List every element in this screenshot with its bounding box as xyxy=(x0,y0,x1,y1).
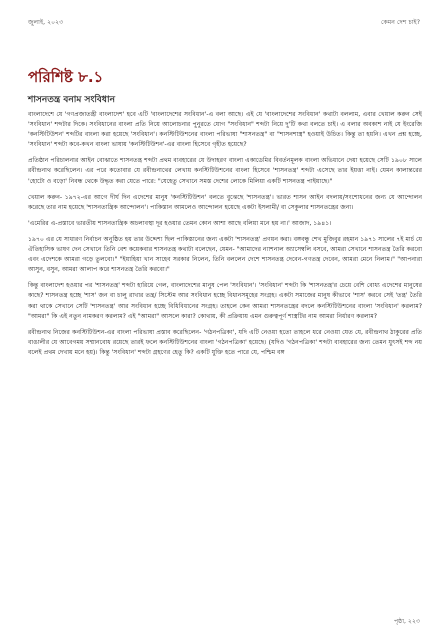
paragraph: প্রতিষ্ঠান পরিচালনার আইন বোঝাতে শাসনতন্ত্র শব্দটা প্রথম ব্যবহারের যে উদাহরণ বাংলা একাডেমির বিবর্তনমূলক বাংলা অভিধানে দেয়া হয়েছে সেটি ১৯০৮ সালে রবীন্দ্রনাথ করেছিলেন। এর পরে কতোবার যে রবীন্দ্রনাথের লেখায় কনস্টিটিউশনের বাংলা হিসেবে 'শাসনতন্ত্র' শব্দটা এসেছে তার ইয়ত্তা নাই। যেমন কালান্তরের 'হোটো ও বড়ো' নিবন্ধ থেকে উদ্ধৃত করা যেতে পারে: "যেহেতু সেখানে সমস্ত দেশের লোকে মিলিয়া একটি শাসনতন্ত্র পাইয়াছে।" xyxy=(28,157,422,185)
header-book-title: কেমন দেশ চাই? xyxy=(381,19,420,26)
paragraph: রবীন্দ্রনাথ নিজের কনস্টিটিউশন-এর বাংলা পরিভাষা প্রস্তাব করেছিলেন- 'গঠনপত্রিকা', যদি এটি নেওয়া হতো তাহলে ধরে নেওয়া যেত যে, রবীন্দ্রনাথ ঠাকুরের প্রতি বাঙালীর যে আবেগময় সম্মানবোধ রয়েছে তারই ফলে কনস্টিটিউশনের বাংলা 'গঠনপত্রিকা' হয়েছে। (যদিও 'গঠনপত্রিকা' শব্দটা ব্যবহারের জন্য তেমন যুৎসই শব্দ নয় বলেই প্রথম দেখায় মনে হয়)। কিন্তু 'সংবিধান' শব্দটা গ্রহণের হেতু কি? একটি যুক্তি হতে পারে যে, পশ্চিম বঙ্গ xyxy=(28,328,422,356)
quote-paragraph: 'এমেরির এ-প্রস্তাবে ভারতীয় শাসনতান্ত্রিক অচলাবস্থা দূর হওয়ার তেমন কোন আশা আছে বলিয়া মনে হয় না।' আজাদ, ১৯৪১। xyxy=(28,219,332,227)
section-title: শাসনতন্ত্র বনাম সংবিধান xyxy=(28,95,115,105)
paragraph: বাংলাদেশে যে 'গণপ্রজাতন্ত্রী বাংলাদেশ' হবে এটি 'বাংলাদেশের সংবিধান'-এ বলা আছে। এই যে 'বাংলাদেশের সংবিধান' কথাটা বললাম, এবার খেয়াল করুন সেই 'সংবিধান' শব্দটার দিকে। সংবিধানের বাংলা প্রতি নিয়ে আলোচনার পুনুরতে যোগ "সংবিধান" শব্দটা নিয়ে দু'টি কথা বলতে চাই। এ বলার অবকাশ নাই যে ইংরেজি 'কনস্টিটিউশন' শব্দটির বাংলা করা হয়েছে 'সংবিধান'। কনস্টিটিউশনের বাংলা পরিভাষা "শাসনতন্ত্র" বা "শাসনশাস্ত্র" হওয়াই উচিত। কিন্তু তা হয়নি। এখন প্রশ্ন হচ্ছে, 'সংবিধান' শব্দটা কবে-কখন বাংলা ভাষায় 'কনস্টিটিউশন'-এর বাংলা হিসেবে গৃহীত হয়েছে? xyxy=(28,111,422,149)
header-date: জুলাই, ২০২৩ xyxy=(28,19,64,26)
paragraph: ১৯৭০ এর যে সাধারণ নির্বাচন অনুষ্ঠিত হয় তার উদ্দেশ্য ছিল পাকিস্তানের জন্য একটা 'শাসনতন্ত্র' প্রণয়ন করা। বঙ্গবন্ধু শেখ মুজিবুর রহমান ১৯৭১ সালের ৭ই মার্চ যে ঐতিহাসিক ভাষণ দেন সেখানে তিনি বেশ কয়েকবার শাসনতন্ত্র কথাটা বলেছেন, যেমন- "আমাদের ন্যাশনাল অ্যাসেম্বলি বসবে, আমরা সেখানে শাসনতন্ত্র তৈরি করবো এবং এদেশকে আমরা গড়ে তুলবো।" "ইয়াহিয়া খান সাহেব সরকার নিলেন, তিনি বললেন দেশে শাসনতন্ত্র দেবেন-গণতন্ত্র দেবেন, আমরা মেনে নিলাম।" "আপনারা আসুন, বসুন, আমরা আলাপ করে শাসনতন্ত্র তৈরি করবো।" xyxy=(28,235,422,274)
page-number: পৃষ্ঠা, ২২৩ xyxy=(393,618,420,625)
body-text xyxy=(28,110,422,364)
running-header xyxy=(28,17,420,28)
paragraph: খেয়াল করুন- ১৯৭২-এর আগে দীর্ঘ দিন এদেশের মানুষ 'কনস্টিটিউশন' বলতে বুঝেছে 'শাসনতন্ত্র'। ভারত শাসন আইন বদলায়/সংশোধনের জন্য যে আন্দোলন করেছে তার নাম হয়েছে 'শাসনতান্ত্রিক আন্দোলন'। পাকিস্তান আমলেও আন্দোলন হয়েছে একটা ইসলামী/ বা সেকুলার শাসনতন্ত্রের জন্য। xyxy=(28,193,422,211)
paragraph: কিন্তু বাংলাদেশ হওয়ার পর 'শাসনতন্ত্র' শব্দটা হারিয়ে গেল, বাংলাদেশের মানুষ পেল 'সংবিধান'। 'সংবিধান' শব্দটা কি 'শাসনতন্ত্র'র চেয়ে বেশি বোধ্য এদেশের মানুষের কাছে? শাসনতন্ত্র হচ্ছে 'শাস' জন বা চালু রাখার তন্ত্র/ সিস্টেম আর সংবিধান হচ্ছে বিধানসমূহের সংগ্রহ। একটা সমাজের মানুষ কীভাবে 'শাস' করবে সেই 'তন্ত্র' তৈরি করা থাকে সেখানে সেটি 'শাসনতন্ত্র' আর সংবিধান হচ্ছে বিধিবিধানের সংগ্রহ। তাহলে কেন আমরা শাসনতন্ত্রের বদলে কনস্টিটিউশনের বাংলা 'সংবিধান' করলাম? "আমরা" কি এই নতুন নামকরণ করলাম? এই "আমরা" আসলে কারা? কোথায়, কী প্রক্রিয়ায় এমন গুরুত্বপূর্ণ শাস্ত্রটির নাম আমরা নির্ধারণ করলাম? xyxy=(28,282,422,320)
appendix-title: পরিশিষ্ট ৮.১ xyxy=(28,68,104,86)
